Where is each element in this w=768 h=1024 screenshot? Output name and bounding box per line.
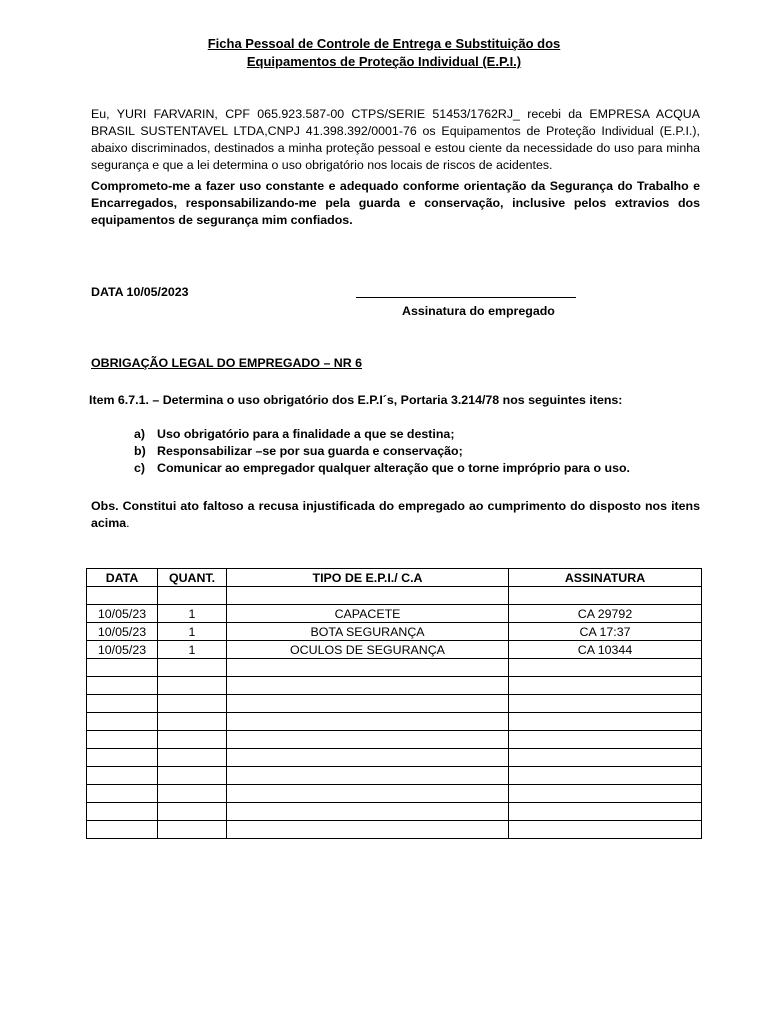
form-title-line1: Ficha Pessoal de Controle de Entrega e Substituição dos	[207, 36, 561, 51]
declaration-paragraph: Eu, YURI FARVARIN, CPF 065.923.587-00 CTPS/SERIE 51453/1762RJ_ recebi da EMPRESA ACQUA BRASIL SUSTENTAVEL LTDA,CNPJ 41.398.392/0001-76 os Equipamentos de Proteção Individual (E.P.I.), abaixo discriminados, destinados a minha proteção pessoal e estou ciente da necessidade do uso para minha segurança e que a lei determina o uso obrigatório nos locais de riscos de acidentes.	[91, 107, 700, 172]
cell-quantity	[158, 677, 227, 695]
cell-epi-type: OCULOS DE SEGURANÇA	[227, 641, 509, 659]
list-text: Comunicar ao empregador qualquer alteração que o torne impróprio para o uso.	[157, 461, 630, 475]
table-row	[87, 749, 702, 767]
list-text: Uso obrigatório para a finalidade a que se destina;	[157, 427, 455, 441]
cell-quantity	[158, 749, 227, 767]
header-signature: ASSINATURA	[509, 569, 702, 587]
table-row	[87, 785, 702, 803]
cell-signature	[509, 659, 702, 677]
cell-epi-type	[227, 677, 509, 695]
signature-line	[356, 297, 576, 298]
table-row	[87, 767, 702, 785]
table-row	[87, 623, 702, 641]
form-title-line2: Equipamentos de Proteção Individual (E.P.I.)	[246, 54, 522, 69]
table-row	[87, 803, 702, 821]
cell-date	[87, 803, 158, 821]
table-row	[87, 587, 702, 605]
cell-signature: CA 10344	[509, 641, 702, 659]
table-row	[87, 641, 702, 659]
cell-quantity	[158, 659, 227, 677]
cell-date: 10/05/23	[87, 641, 158, 659]
cell-signature	[509, 587, 702, 605]
cell-signature	[509, 677, 702, 695]
cell-epi-type	[227, 659, 509, 677]
cell-quantity	[158, 587, 227, 605]
cell-epi-type	[227, 695, 509, 713]
list-marker: b)	[134, 444, 146, 458]
cell-epi-type: BOTA SEGURANÇA	[227, 623, 509, 641]
cell-epi-type	[227, 713, 509, 731]
observation-note	[91, 498, 700, 532]
epi-table	[86, 568, 702, 839]
cell-epi-type	[227, 749, 509, 767]
table-row	[87, 713, 702, 731]
cell-signature	[509, 821, 702, 839]
header-date: DATA	[87, 569, 158, 587]
cell-epi-type: CAPACETE	[227, 605, 509, 623]
legal-item: Item 6.7.1. – Determina o uso obrigatório dos E.P.I´s, Portaria 3.214/78 nos seguintes itens:	[89, 393, 623, 407]
cell-date	[87, 659, 158, 677]
table-body	[87, 587, 702, 839]
cell-date	[87, 767, 158, 785]
list-item	[134, 443, 630, 460]
cell-quantity: 1	[158, 641, 227, 659]
cell-quantity	[158, 695, 227, 713]
table-row	[87, 731, 702, 749]
cell-date	[87, 677, 158, 695]
list-text: Responsabilizar –se por sua guarda e conservação;	[157, 444, 463, 458]
cell-date	[87, 713, 158, 731]
legal-heading: OBRIGAÇÃO LEGAL DO EMPREGADO – NR 6	[91, 356, 363, 370]
cell-date	[87, 731, 158, 749]
cell-signature	[509, 785, 702, 803]
cell-epi-type	[227, 767, 509, 785]
cell-signature	[509, 695, 702, 713]
cell-quantity	[158, 731, 227, 749]
table-row	[87, 695, 702, 713]
cell-date	[87, 749, 158, 767]
table-row	[87, 659, 702, 677]
cell-epi-type	[227, 821, 509, 839]
cell-date: 10/05/23	[87, 623, 158, 641]
cell-signature	[509, 803, 702, 821]
cell-quantity: 1	[158, 623, 227, 641]
cell-epi-type	[227, 731, 509, 749]
observation-tail: .	[126, 516, 130, 530]
obligation-list	[134, 426, 630, 477]
list-item	[134, 460, 630, 477]
cell-epi-type	[227, 587, 509, 605]
cell-quantity	[158, 821, 227, 839]
table-row	[87, 677, 702, 695]
signature-label: Assinatura do empregado	[402, 304, 555, 318]
signature-date: DATA 10/05/2023	[91, 285, 189, 299]
cell-signature	[509, 731, 702, 749]
cell-quantity	[158, 785, 227, 803]
cell-date	[87, 695, 158, 713]
cell-signature: CA 29792	[509, 605, 702, 623]
cell-date	[87, 587, 158, 605]
cell-signature: CA 17:37	[509, 623, 702, 641]
commitment-paragraph: Comprometo-me a fazer uso constante e adequado conforme orientação da Segurança do Trabalho e Encarregados, responsabilizando-me pela guarda e conservação, inclusive pelos extravios dos equipamentos de segurança mim confiados.	[91, 179, 700, 227]
cell-date	[87, 785, 158, 803]
table-header-row	[87, 569, 702, 587]
cell-quantity	[158, 767, 227, 785]
cell-epi-type	[227, 785, 509, 803]
cell-epi-type	[227, 803, 509, 821]
cell-date: 10/05/23	[87, 605, 158, 623]
list-marker: c)	[134, 461, 146, 475]
list-item	[134, 426, 630, 443]
table-row	[87, 821, 702, 839]
table-row	[87, 605, 702, 623]
cell-signature	[509, 749, 702, 767]
list-marker: a)	[134, 427, 146, 441]
cell-date	[87, 821, 158, 839]
cell-signature	[509, 713, 702, 731]
header-epi-type: TIPO DE E.P.I./ C.A	[227, 569, 509, 587]
header-quantity: QUANT.	[158, 569, 227, 587]
observation-text: Obs. Constitui ato faltoso a recusa injustificada do empregado ao cumprimento do disposto nos itens acima	[91, 499, 700, 530]
cell-quantity	[158, 803, 227, 821]
cell-quantity	[158, 713, 227, 731]
cell-quantity: 1	[158, 605, 227, 623]
cell-signature	[509, 767, 702, 785]
